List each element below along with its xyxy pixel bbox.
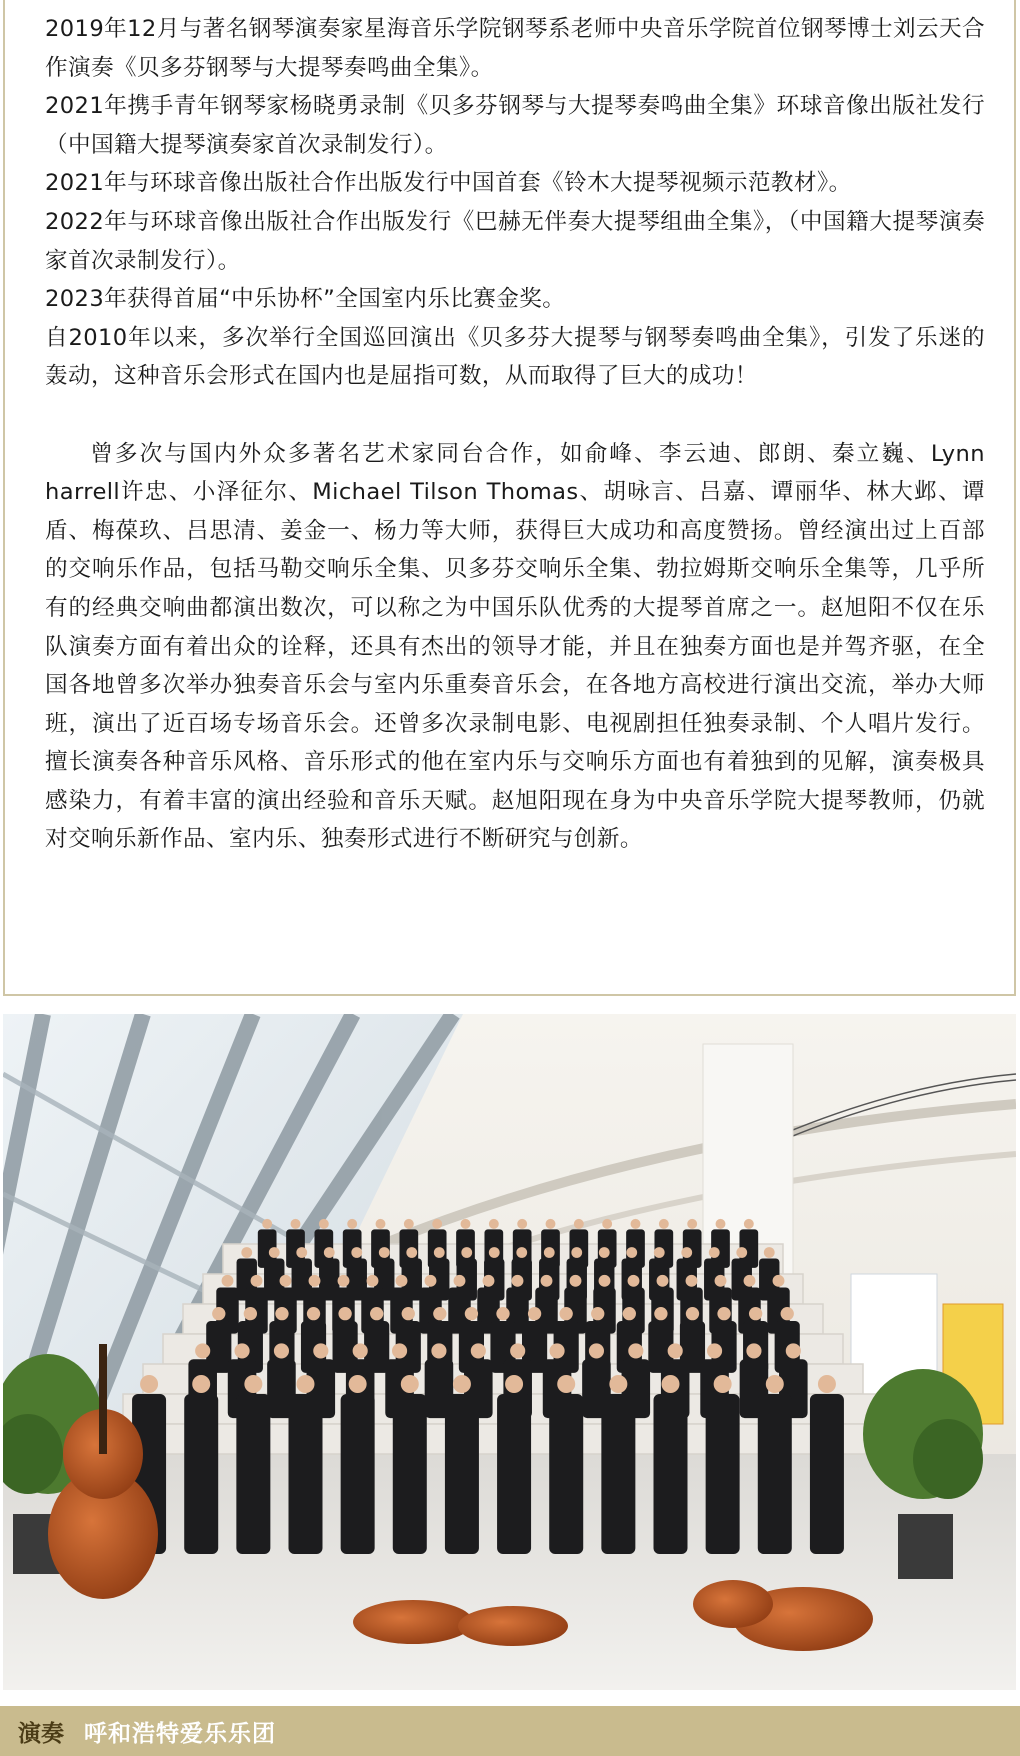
biography-card [3,0,1016,996]
musician-figure [393,1375,427,1554]
cello-floor-1 [353,1600,473,1644]
achievement-2021-textbook: 2021年与环球音像出版社合作出版发行中国首套《铃木大提琴视频示范教材》。 [45,170,852,197]
musician-figure [236,1375,270,1554]
musician-figure [601,1375,635,1554]
musician-figure [289,1375,323,1554]
achievement-2019: 2019年12月与著名钢琴演奏家星海音乐学院钢琴系老师中央音乐学院首位钢琴博士刘云天合作演奏《贝多芬钢琴与大提琴奏鸣曲全集》。 [45,16,985,81]
orchestra-photo [3,1014,1016,1690]
cello-floor-2 [458,1606,568,1646]
musician-figure [497,1375,531,1554]
musician-figure [810,1375,844,1554]
musician-figure [341,1375,375,1554]
performer-credit-bar [0,1706,1020,1756]
achievement-2021-recording: 2021年携手青年钢琴家杨晓勇录制《贝多芬钢琴与大提琴奏鸣曲全集》环球音像出版社发行（中国籍大提琴演奏家首次录制发行）。 [45,93,985,158]
musician-figure [184,1375,218,1554]
achievement-2023: 2023年获得首届“中乐协杯”全国室内乐比赛金奖。 [45,286,566,313]
musician-figure [549,1375,583,1554]
orchestra-name: 呼和浩特爱乐乐团 [84,1720,276,1747]
career-paragraph: 曾多次与国内外众多著名艺术家同台合作，如俞峰、李云迪、郎朗、秦立巍、Lynn harrell许忠、小泽征尔、Michael Tilson Thomas、胡咏言、吕嘉、谭丽华、林大邺、谭盾、梅葆玖、吕思清、姜金一、杨力等大师，获得巨大成功和高度赞扬。曾经演出过上百部的交响乐作品，包括马勒交响乐全集、贝多芬交响乐全集、勃拉姆斯交响乐全集等，几乎所有的经典交响曲都演出数次，可以称之为中国乐队优秀的大提琴首席之一。赵旭阳不仅在乐队演奏方面有着出众的诠释，还具有杰出的领导才能，并且在独奏方面也是并驾齐驱，在全国各地曾多次举办独奏音乐会与室内乐重奏音乐会，在各地方高校进行演出交流，举办大师班，演出了近百场专场音乐会。还曾多次录制电影、电视剧担任独奏录制、个人唱片发行。擅长演奏各种音乐风格、音乐形式的他在室内乐与交响乐方面也有着独到的见解，演奏极具感染力，有着丰富的演出经验和音乐天赋。赵旭阳现在身为中央音乐学院大提琴教师，仍就对交响乐新作品、室内乐、独奏形式进行不断研究与创新。 [45,440,985,853]
musician-figure [654,1375,688,1554]
musician-figure [758,1375,792,1554]
achievement-2022: 2022年与环球音像出版社合作出版发行《巴赫无伴奏大提琴组曲全集》，（中国籍大提琴演奏家首次录制发行）。 [45,208,985,274]
paragraph-spacer [45,396,985,435]
orchestra-photo-illustration [3,1014,1016,1690]
performer-label: 演奏 [18,1720,64,1747]
biography-text [45,10,985,859]
achievement-tour: 自2010年以来，多次举行全国巡回演出《贝多芬大提琴与钢琴奏鸣曲全集》，引发了乐迷的轰动，这种音乐会形式在国内也是屈指可数，从而取得了巨大的成功！ [45,324,985,390]
musician-figure [445,1375,479,1554]
musician-figure [706,1375,740,1554]
